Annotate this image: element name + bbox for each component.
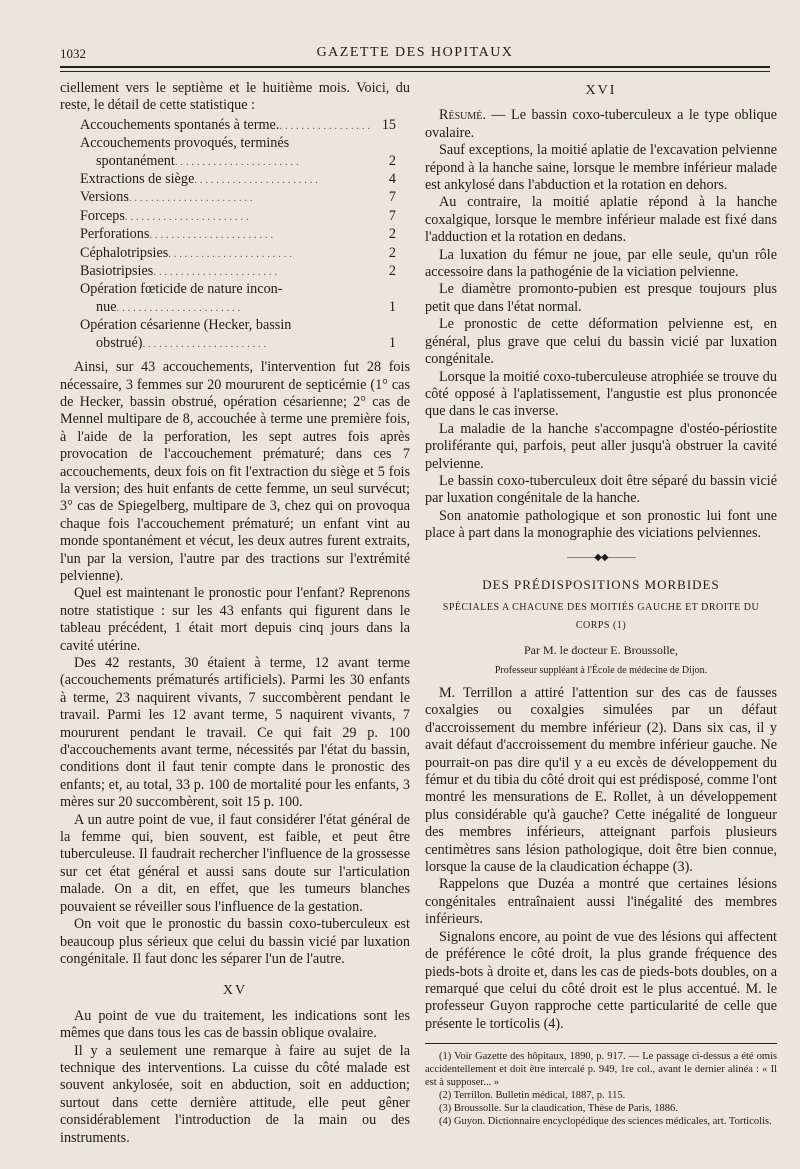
stat-row: Opération césarienne (Hecker, bassin <box>80 317 292 334</box>
paragraph: M. Terrillon a attiré l'attention sur des cas de fausses coxalgies ou coxalgies simulées par un défaut d'accroissement du membre inférieur (2). Dans six cas, il y avait défaut d'accroissement du membre inférieur gauche. Ne pourrait-on pas dire qu'il y a eu excès de développement du fémur et du tibia du côté droit qui est prédisposé, comme l'ont montré les mensurations de E. Rollet, à un développement plus considérable qu'à gauche? Cette inégalité de longueur des membres inférieurs, atteignant parfois plusieurs centimètres sans lésion pathologique, doit être bien connue, lorsque la cause de la claudication échappe (3). <box>425 685 777 876</box>
paragraph: Le bassin coxo-tuberculeux doit être séparé du bassin vicié par luxation congénitale de la hanche. <box>425 472 777 507</box>
stat-row: Forceps . . 7 <box>60 208 410 226</box>
paragraph: Rappelons que Duzéa a montré que certaines lésions congénitales entraînaient aussi l'inégalité des membres inférieurs. <box>425 876 777 928</box>
ornament-divider: ———◆◆——— <box>567 551 635 563</box>
stat-row: Céphalotripsies . . 2 <box>60 245 410 263</box>
paragraph: On voit que le pronostic du bassin coxo-tuberculeux est beaucoup plus sérieux que celui du bassin vicié par luxation congénitale. Il faut donc les séparer l'un de l'autre. <box>60 916 410 967</box>
paragraph: La luxation du fémur ne joue, par elle seule, qu'un rôle accessoire dans la pathogénie de la viciation pelvienne. <box>425 246 777 281</box>
section-heading: XVI <box>585 83 617 98</box>
stat-row: obstrué) . . 1 <box>60 335 410 353</box>
left-column <box>60 80 410 1147</box>
paragraph: Lorsque la moitié coxo-tuberculeuse atrophiée se trouve du côté opposé à l'aplatissement, l'angustie est plus prononcée que dans le cas inverse. <box>425 368 777 420</box>
author-role: Professeur suppléant à l'École de médecine de Dijon. <box>494 664 708 676</box>
paragraph: Le diamètre promonto-pubien est presque toujours plus petit que dans l'état normal. <box>425 281 777 315</box>
article-subtitle: SPÉCIALES A CHACUNE DES MOITIÉS GAUCHE ET DROITE DU CORPS (1) <box>442 602 760 631</box>
header-rule-thin <box>60 71 770 72</box>
page-header <box>60 42 770 64</box>
paragraph: Le pronostic de cette déformation pelvienne est, en général, plus grave que celui du bassin vicié par luxation congénitale. <box>425 316 777 368</box>
section-heading: XV <box>222 983 248 999</box>
paragraph: Quel est maintenant le pronostic pour l'enfant? Reprenons notre statistique : sur les 43 enfants qui figurent dans le tableau précédent, 1 était mort depuis cinq jours dans la cavité utérine. <box>60 585 410 654</box>
footnote: (2) Terrillon. Bulletin médical, 1887, p. 115. <box>439 1090 626 1102</box>
stat-row: Basiotripsies . . 2 <box>60 263 410 281</box>
footnote-rule <box>425 1043 777 1044</box>
footnote: (1) Voir Gazette des hôpitaux, 1890, p. 917. — Le passage ci-dessus a été omis accidentellement et doit être intercalé p. 949, 1re col., avant le dernier alinéa : « Il est à supposer... » <box>425 1051 777 1089</box>
article-author: Par M. le docteur E. Broussolle, <box>524 643 678 658</box>
stat-row: Accouchements provoqués, terminés <box>80 135 290 152</box>
footnote: (3) Broussolle. Sur la claudication, Thèse de Paris, 1886. <box>439 1103 678 1115</box>
stat-row: Accouchements spontanés à terme. . . 15 <box>60 117 410 135</box>
article-title: DES PRÉDISPOSITIONS MORBIDES <box>482 576 720 592</box>
stat-row: Opération fœticide de nature incon- <box>80 281 283 298</box>
stat-row: Versions . . 7 <box>60 189 410 207</box>
header-rule <box>60 66 770 68</box>
paragraph: A un autre point de vue, il faut considérer l'état général de la femme qui, bien souvent, est faible, et peut être tuberculeuse. Il faudrait rechercher l'influence de la grossesse sur cet état général et aussi sans doute sur l'articulation malade. On a dit, en effet, que les tumeurs blanches pouvaient se réveiller sous l'influence de la gestation. <box>60 811 410 915</box>
paragraph: Sauf exceptions, la moitié aplatie de l'excavation pelvienne répond à la hanche saine, lorsque le membre inférieur malade est ankylosé dans l'abduction et la rotation en dehors. <box>425 142 777 194</box>
stat-row: spontanément . . 2 <box>60 153 410 171</box>
right-column <box>425 80 777 1128</box>
stat-row: nue . . 1 <box>60 299 410 317</box>
paragraph: Au point de vue du traitement, les indications sont les mêmes que dans tous les cas de bassin oblique ovalaire. <box>60 1007 410 1042</box>
statistics-table <box>60 117 410 353</box>
page-number: 1032 <box>60 46 86 61</box>
running-title: GAZETTE DES HOPITAUX <box>316 45 514 60</box>
paragraph: Son anatomie pathologique et son pronostic lui font une place à part dans la monographie des viciations pelviennes. <box>425 507 777 542</box>
paragraph: La maladie de la hanche s'accompagne d'ostéo-périostite proliférante qui, parfois, peut aller jusqu'à obstruer la cavité pelvienne. <box>425 420 777 472</box>
paragraph: Au contraire, la moitié aplatie répond à la hanche coxalgique, lorsque le membre inférieur malade est fixé dans l'adduction et la rotation en dedans. <box>425 194 777 246</box>
paragraph: Il y a seulement une remarque à faire au sujet de la technique des interventions. La cuisse du côté malade est souvent ankylosée, soit en abduction, soit en adduction; surtout dans cette dernière attitude, elle peut gêner considérablement l'introduction de la main ou des instruments. <box>60 1042 410 1146</box>
stat-row: Extractions de siège . . 4 <box>60 171 410 189</box>
summary-label: Résumé. <box>439 107 486 124</box>
paragraph: Des 42 restants, 30 étaient à terme, 12 avant terme (accouchements prématurés artificiels). Parmi les 30 enfants à terme, 23 naquirent vivants, 7 succombèrent pendant le travail. Parmi les 12 avant terme, 5 naquirent vivants, 7 moururent pendant le travail. Ce qui fait 29 p. 100 d'accouchements avant terme, nécessités par l'état du bassin, conditions dont il faut tenir compte dans le pronostic des enfants; et, au total, 33 p. 100 de mortalité pour les enfants, 3 mères sur 20 succombèrent, soit 15 p. 100. <box>60 655 410 811</box>
paragraph: ciellement vers le septième et le huitième mois. Voici, du reste, le détail de cette statistique : <box>60 80 410 114</box>
footnote: (4) Guyon. Dictionnaire encyclopédique des sciences médicales, art. Torticolis. <box>439 1116 772 1128</box>
summary-paragraph: Résumé. — Le bassin coxo-tuberculeux a le type oblique ovalaire. <box>425 107 777 141</box>
paragraph: Signalons encore, au point de vue des lésions qui affectent de préférence le côté droit, la plus grande fréquence des pieds-bots à droite et, dans les cas de pieds-bots doubles, on a remarqué que celui du côté droit est le plus accentué. M. le professeur Guyon rapproche cette particularité de celle que présente le torticolis (4). <box>425 928 777 1032</box>
stat-row: Perforations . . 2 <box>60 226 410 244</box>
paragraph: Ainsi, sur 43 accouchements, l'intervention fut 28 fois nécessaire, 3 femmes sur 20 moururent de septicémie (1° cas de Hecker, bassin obstrué, opération césarienne; 2° cas de Mennel multipare de 8, accouchée à terme une première fois, à l'aide de la perforation, les sept autres fois après provocation de l'accouchement prématuré; dans ces 7 accouchements, deux fois on fit l'extraction du siège et 5 fois la version; des huit enfants de cette femme, un seul survécut; 3° cas de Spiegelberg, multipare de 3, chez qui on provoqua chaque fois l'accouchement prématuré; un enfant vint au monde spontanément et vécut, les deux autres furent extraits, l'un par la version, l'autre par des tractions sur l'extrémité pelvienne). <box>60 359 410 584</box>
